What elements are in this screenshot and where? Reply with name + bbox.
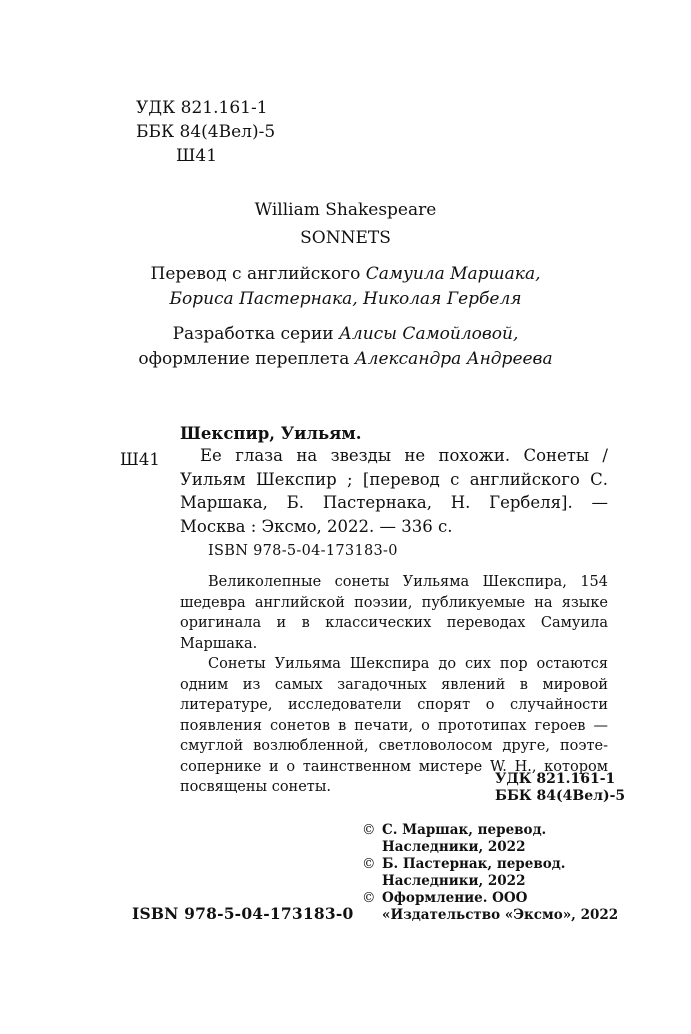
annotation-paragraph-2: Сонеты Уильяма Шекспира до сих пор остаются одним из самых загадочных явлений в мировой литературе, исследователи спорят о случайности появления сонетов в печати, о прототипах героев — смуглой возлюбленной, светловолосом друге, поэте-сопернике и о таинственном мистере W. H., котором посвящены сонеты. xyxy=(180,656,608,795)
translation-credits xyxy=(0,262,691,312)
annotation-paragraph-1: Великолепные сонеты Уильяма Шекспира, 154 шедевра английской поэзии, публикуемые на языке оригинала и в классических переводах Самуила Маршака. xyxy=(180,574,608,652)
translators-others: Бориса Пастернака, Николая Гербеля xyxy=(169,289,522,309)
classification-codes xyxy=(136,96,275,168)
series-designer: Алисы Самойловой, xyxy=(339,324,519,344)
udk-code: УДК 821.161-1 xyxy=(136,98,268,118)
author-mark: Ш41 xyxy=(176,146,218,166)
original-author: William Shakespeare xyxy=(254,200,437,220)
cover-prefix: оформление переплета xyxy=(138,349,355,369)
bbk-code-bottom: ББК 84(4Вел)-5 xyxy=(495,788,626,804)
copyright-text: Оформление. ООО «Издательство «Эксмо», 2022 xyxy=(382,890,619,923)
original-title-block xyxy=(0,196,691,252)
credits-prefix: Перевод с английского xyxy=(150,264,366,284)
series-prefix: Разработка серии xyxy=(172,324,340,344)
annotation xyxy=(180,572,608,798)
translator-marshak: Самуила Маршака, xyxy=(365,264,541,284)
catalog-author-mark: Ш41 xyxy=(120,450,160,469)
copyright-item xyxy=(362,822,622,856)
copyright-block xyxy=(362,822,622,924)
original-title: SONNETS xyxy=(300,228,391,248)
catalog-author-heading: Шекспир, Уильям. xyxy=(180,424,362,443)
copyright-icon: © xyxy=(362,890,376,906)
copyright-text: С. Маршак, перевод. Наследники, 2022 xyxy=(382,822,547,855)
cover-designer: Александра Андреева xyxy=(354,349,553,369)
copyright-item xyxy=(362,890,622,924)
catalog-isbn: ISBN 978-5-04-173183-0 xyxy=(208,543,398,559)
udk-code-bottom: УДК 821.161-1 xyxy=(495,771,616,787)
catalog-description: Ее глаза на звезды не похожи. Сонеты / Уильям Шекспир ; [перевод с английского С. Маршака, Б. Пастернака, Н. Гербеля]. — Москва : Эксмо, 2022. — 336 с. xyxy=(180,446,608,536)
classification-codes-bottom xyxy=(495,771,625,805)
bbk-code: ББК 84(4Вел)-5 xyxy=(136,122,276,142)
isbn-bottom: ISBN 978-5-04-173183-0 xyxy=(132,904,354,923)
copyright-item xyxy=(362,856,622,890)
copyright-icon: © xyxy=(362,822,376,838)
copyright-icon: © xyxy=(362,856,376,872)
series-credits xyxy=(0,322,691,372)
copyright-text: Б. Пастернак, перевод. Наследники, 2022 xyxy=(382,856,566,889)
